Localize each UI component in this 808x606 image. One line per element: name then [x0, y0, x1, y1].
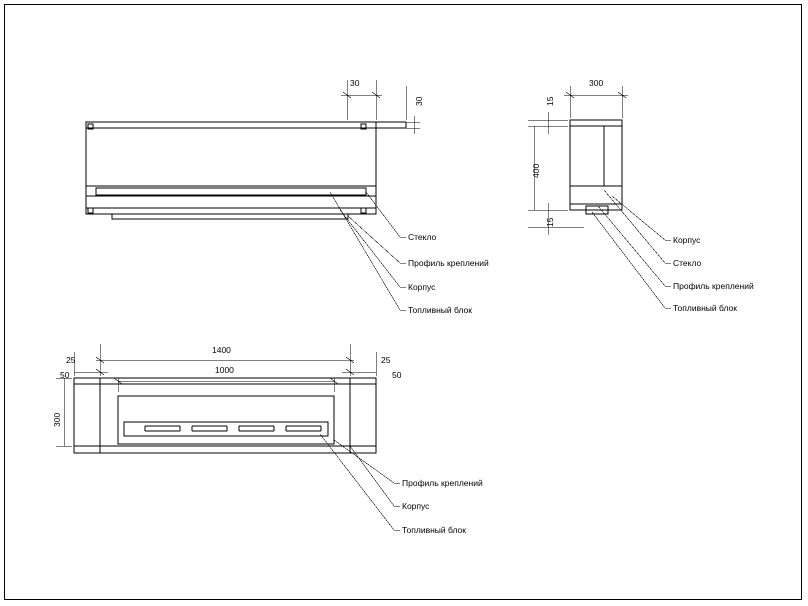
top-dim-25-right: 25 [381, 355, 391, 365]
top-callout-body: Корпус [402, 501, 430, 511]
side-callout-glass: Стекло [673, 258, 702, 268]
top-dim-1000: 1000 [215, 365, 234, 375]
top-callout-fuel-block: Топливный блок [402, 525, 466, 535]
top-dim-300: 300 [52, 412, 62, 427]
top-callout-mounting-profile: Профиль креплений [402, 478, 483, 488]
top-dim-25-left: 25 [66, 355, 76, 365]
top-dim-50-left: 50 [60, 370, 70, 380]
front-callout-body: Корпус [408, 282, 436, 292]
side-callout-mounting-profile: Профиль креплений [673, 281, 754, 291]
side-dim-400: 400 [531, 163, 541, 178]
side-callout-fuel-block: Топливный блок [673, 303, 737, 313]
top-dim-50-right: 50 [392, 370, 402, 380]
front-dim-30-horizontal: 30 [350, 78, 360, 88]
side-dim-300: 300 [589, 78, 604, 88]
front-callout-glass: Стекло [408, 232, 437, 242]
side-dim-15-top: 15 [545, 96, 555, 106]
front-dim-30-vertical: 30 [414, 96, 424, 106]
side-dim-15-bottom: 15 [545, 217, 555, 227]
front-callout-mounting-profile: Профиль креплений [408, 258, 489, 268]
top-dim-1400: 1400 [212, 345, 231, 355]
side-callout-body: Корпус [673, 235, 701, 245]
front-callout-fuel-block: Топливный блок [408, 305, 472, 315]
